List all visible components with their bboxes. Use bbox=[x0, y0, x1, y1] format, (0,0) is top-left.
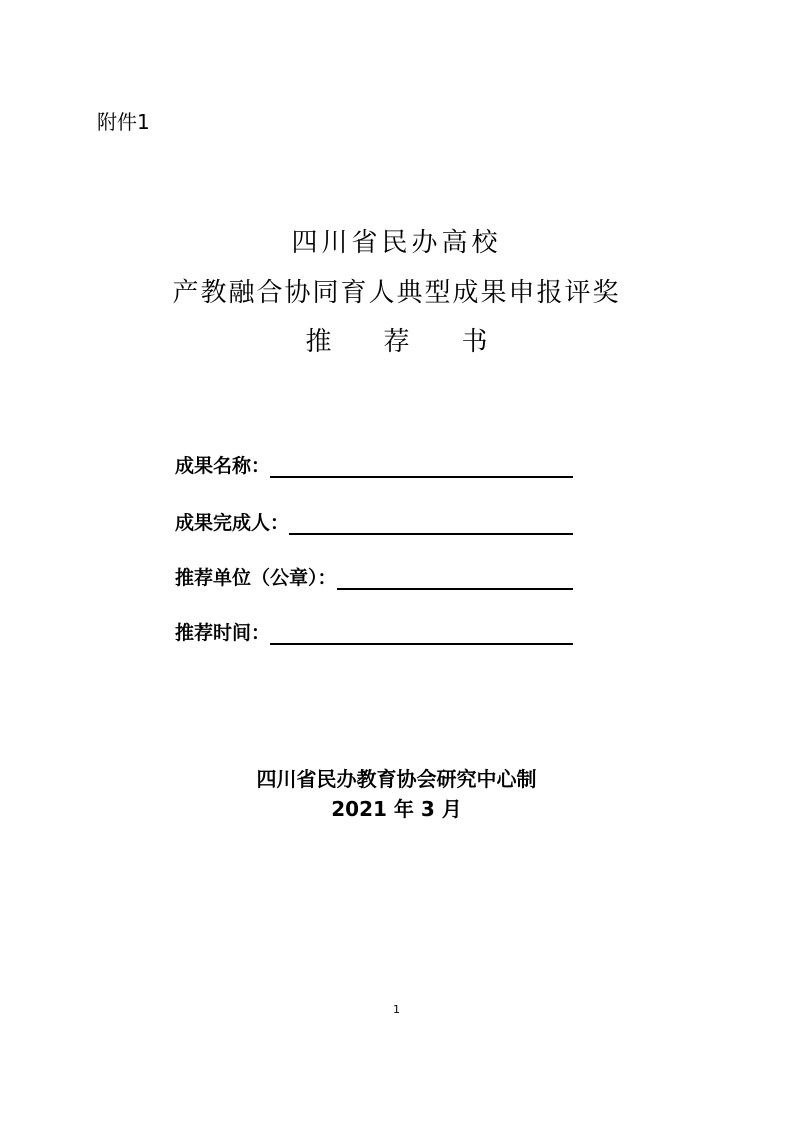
blank-line-achievement-name[interactable] bbox=[270, 450, 573, 478]
field-recommendation-date bbox=[175, 613, 573, 647]
title-line-3 bbox=[0, 322, 793, 362]
blank-line-recommendation-date[interactable] bbox=[270, 617, 573, 645]
title-line-2: 产教融合协同育人典型成果申报评奖 bbox=[172, 278, 621, 308]
field-achievement-name bbox=[175, 446, 573, 480]
issue-date: 2021 年 3 月 bbox=[331, 797, 462, 821]
field-label-achievement-completer: 成果完成人： bbox=[175, 512, 290, 534]
title-line-1: 四川省民办高校 bbox=[291, 228, 502, 258]
issuing-organization: 四川省民办教育协会研究中心制 bbox=[256, 767, 537, 791]
title-char-tui: 推 bbox=[305, 327, 332, 357]
blank-line-recommending-unit[interactable] bbox=[337, 562, 573, 590]
field-label-achievement-name: 成果名称： bbox=[175, 455, 271, 477]
field-label-recommendation-date: 推荐时间： bbox=[175, 622, 271, 644]
field-achievement-completer bbox=[175, 503, 573, 537]
blank-line-achievement-completer[interactable] bbox=[289, 507, 573, 535]
title-char-jian: 荐 bbox=[383, 327, 410, 357]
attachment-label: 附件1 bbox=[97, 110, 150, 134]
page-number: 1 bbox=[393, 1003, 400, 1016]
field-recommending-unit bbox=[175, 558, 573, 592]
title-char-shu: 书 bbox=[461, 327, 488, 357]
field-label-recommending-unit: 推荐单位（公章）： bbox=[175, 567, 337, 589]
